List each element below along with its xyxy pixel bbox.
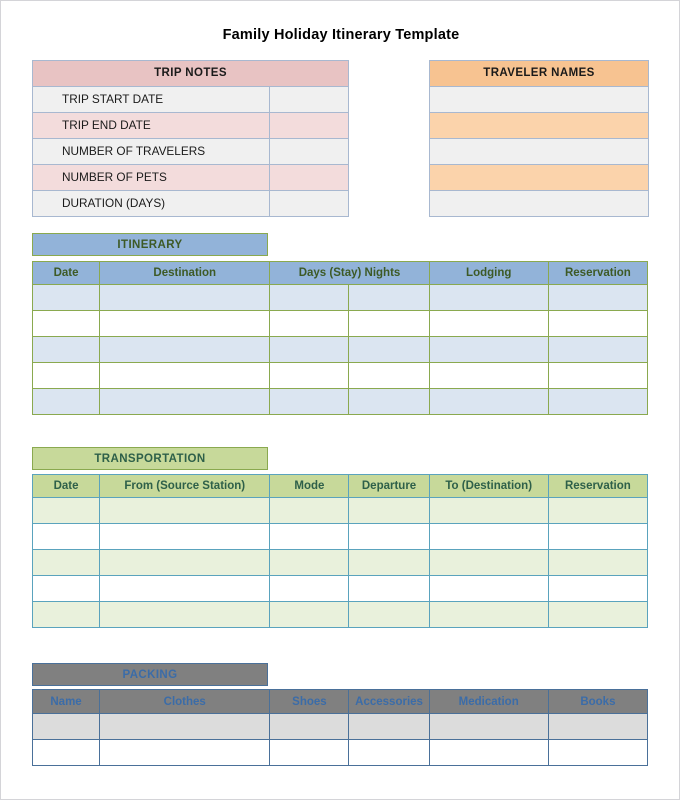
transportation-cell-departure[interactable] [349,602,429,628]
packing-cell-shoes[interactable] [270,714,349,740]
transportation-col-date: Date [33,475,100,498]
table-row [33,498,648,524]
trip-notes-header-row [33,61,349,87]
table-row [430,113,649,139]
transportation-cell-departure[interactable] [349,524,429,550]
itinerary-cell-date[interactable] [33,337,100,363]
transportation-cell-date[interactable] [33,602,100,628]
transportation-cell-reservation[interactable] [548,602,647,628]
transportation-cell-departure[interactable] [349,576,429,602]
itinerary-cell-reservation[interactable] [548,311,647,337]
transportation-cell-reservation[interactable] [548,550,647,576]
number-of-travelers-field[interactable] [269,139,348,165]
duration-days-label: DURATION (DAYS) [33,191,270,217]
trip-end-date-field[interactable] [269,113,348,139]
packing-cell-medication[interactable] [429,714,548,740]
packing-col-medication: Medication [429,690,548,714]
number-of-travelers-label: NUMBER OF TRAVELERS [33,139,270,165]
itinerary-cell-destination[interactable] [100,337,270,363]
transportation-header-row [33,475,648,498]
packing-cell-books[interactable] [548,714,647,740]
itinerary-cell-reservation[interactable] [548,337,647,363]
packing-cell-name[interactable] [33,714,100,740]
table-row [33,165,349,191]
table-row [33,576,648,602]
table-row [33,740,648,766]
trip-start-date-field[interactable] [269,87,348,113]
packing-col-name: Name [33,690,100,714]
transportation-cell-to[interactable] [429,576,548,602]
itinerary-cell-days[interactable] [270,363,349,389]
packing-cell-accessories[interactable] [349,714,429,740]
itinerary-cell-date[interactable] [33,363,100,389]
table-row [33,389,648,415]
number-of-pets-field[interactable] [269,165,348,191]
packing-col-clothes: Clothes [100,690,270,714]
transportation-table [32,474,648,628]
transportation-cell-from[interactable] [100,524,270,550]
transportation-cell-date[interactable] [33,524,100,550]
itinerary-cell-lodging[interactable] [429,311,548,337]
table-row [33,113,349,139]
traveler-names-header-row [430,61,649,87]
table-row [33,337,648,363]
itinerary-cell-reservation[interactable] [548,285,647,311]
packing-header-row [33,690,648,714]
packing-col-books: Books [548,690,647,714]
transportation-cell-from[interactable] [100,498,270,524]
itinerary-cell-days[interactable] [270,311,349,337]
transportation-cell-mode[interactable] [270,524,349,550]
traveler-name-field-5[interactable] [430,191,649,217]
packing-cell-name[interactable] [33,740,100,766]
itinerary-cell-days[interactable] [270,389,349,415]
duration-days-field[interactable] [269,191,348,217]
packing-cell-shoes[interactable] [270,740,349,766]
itinerary-cell-lodging[interactable] [429,389,548,415]
itinerary-cell-date[interactable] [33,389,100,415]
transportation-cell-mode[interactable] [270,602,349,628]
table-row [33,714,648,740]
transportation-cell-date[interactable] [33,498,100,524]
itinerary-section-title: ITINERARY [32,233,268,256]
table-row [33,363,648,389]
transportation-section-title: TRANSPORTATION [32,447,268,470]
transportation-col-departure: Departure [349,475,429,498]
transportation-cell-date[interactable] [33,576,100,602]
transportation-cell-mode[interactable] [270,576,349,602]
transportation-col-from: From (Source Station) [100,475,270,498]
itinerary-cell-destination[interactable] [100,363,270,389]
itinerary-cell-destination[interactable] [100,389,270,415]
itinerary-cell-destination[interactable] [100,285,270,311]
transportation-cell-to[interactable] [429,602,548,628]
packing-cell-medication[interactable] [429,740,548,766]
traveler-name-field-1[interactable] [430,87,649,113]
transportation-cell-to[interactable] [429,498,548,524]
packing-col-shoes: Shoes [270,690,349,714]
itinerary-cell-nights[interactable] [349,285,429,311]
itinerary-cell-date[interactable] [33,311,100,337]
packing-col-accessories: Accessories [349,690,429,714]
transportation-col-to: To (Destination) [429,475,548,498]
itinerary-col-lodging: Lodging [429,262,548,285]
itinerary-cell-nights[interactable] [349,389,429,415]
itinerary-cell-nights[interactable] [349,311,429,337]
itinerary-col-days-stay-nights: Days (Stay) Nights [270,262,429,285]
itinerary-cell-date[interactable] [33,285,100,311]
transportation-cell-from[interactable] [100,602,270,628]
packing-cell-books[interactable] [548,740,647,766]
itinerary-header-row [33,262,648,285]
transportation-col-reservation: Reservation [548,475,647,498]
trip-start-date-label: TRIP START DATE [33,87,270,113]
table-row [430,139,649,165]
transportation-cell-to[interactable] [429,550,548,576]
traveler-names-header: TRAVELER NAMES [430,61,649,87]
traveler-names-table [429,60,649,217]
transportation-cell-to[interactable] [429,524,548,550]
itinerary-table [32,261,648,415]
itinerary-cell-destination[interactable] [100,311,270,337]
transportation-cell-mode[interactable] [270,550,349,576]
packing-table [32,689,648,766]
itinerary-cell-days[interactable] [270,285,349,311]
transportation-cell-reservation[interactable] [548,498,647,524]
trip-end-date-label: TRIP END DATE [33,113,270,139]
trip-notes-table [32,60,349,217]
packing-cell-clothes[interactable] [100,714,270,740]
traveler-name-field-4[interactable] [430,165,649,191]
transportation-col-mode: Mode [270,475,349,498]
packing-cell-accessories[interactable] [349,740,429,766]
table-row [430,191,649,217]
transportation-cell-reservation[interactable] [548,576,647,602]
transportation-cell-date[interactable] [33,550,100,576]
itinerary-cell-nights[interactable] [349,363,429,389]
table-row [430,87,649,113]
transportation-cell-from[interactable] [100,576,270,602]
table-row [33,524,648,550]
itinerary-cell-lodging[interactable] [429,285,548,311]
table-row [33,87,349,113]
table-row [33,311,648,337]
table-row [33,602,648,628]
itinerary-cell-nights[interactable] [349,337,429,363]
table-row [33,285,648,311]
table-row [33,191,349,217]
packing-section-title: PACKING [32,663,268,686]
transportation-cell-from[interactable] [100,550,270,576]
table-row [33,550,648,576]
itinerary-cell-reservation[interactable] [548,389,647,415]
traveler-name-field-3[interactable] [430,139,649,165]
table-row [33,139,349,165]
trip-notes-header: TRIP NOTES [33,61,349,87]
page-title: Family Holiday Itinerary Template [222,27,460,43]
table-row [430,165,649,191]
itinerary-col-destination: Destination [100,262,270,285]
transportation-cell-reservation[interactable] [548,524,647,550]
number-of-pets-label: NUMBER OF PETS [33,165,270,191]
itinerary-col-date: Date [33,262,100,285]
traveler-name-field-2[interactable] [430,113,649,139]
itinerary-cell-reservation[interactable] [548,363,647,389]
packing-cell-clothes[interactable] [100,740,270,766]
itinerary-cell-lodging[interactable] [429,337,548,363]
transportation-cell-mode[interactable] [270,498,349,524]
transportation-cell-departure[interactable] [349,550,429,576]
itinerary-col-reservation: Reservation [548,262,647,285]
transportation-cell-departure[interactable] [349,498,429,524]
itinerary-cell-lodging[interactable] [429,363,548,389]
itinerary-cell-days[interactable] [270,337,349,363]
